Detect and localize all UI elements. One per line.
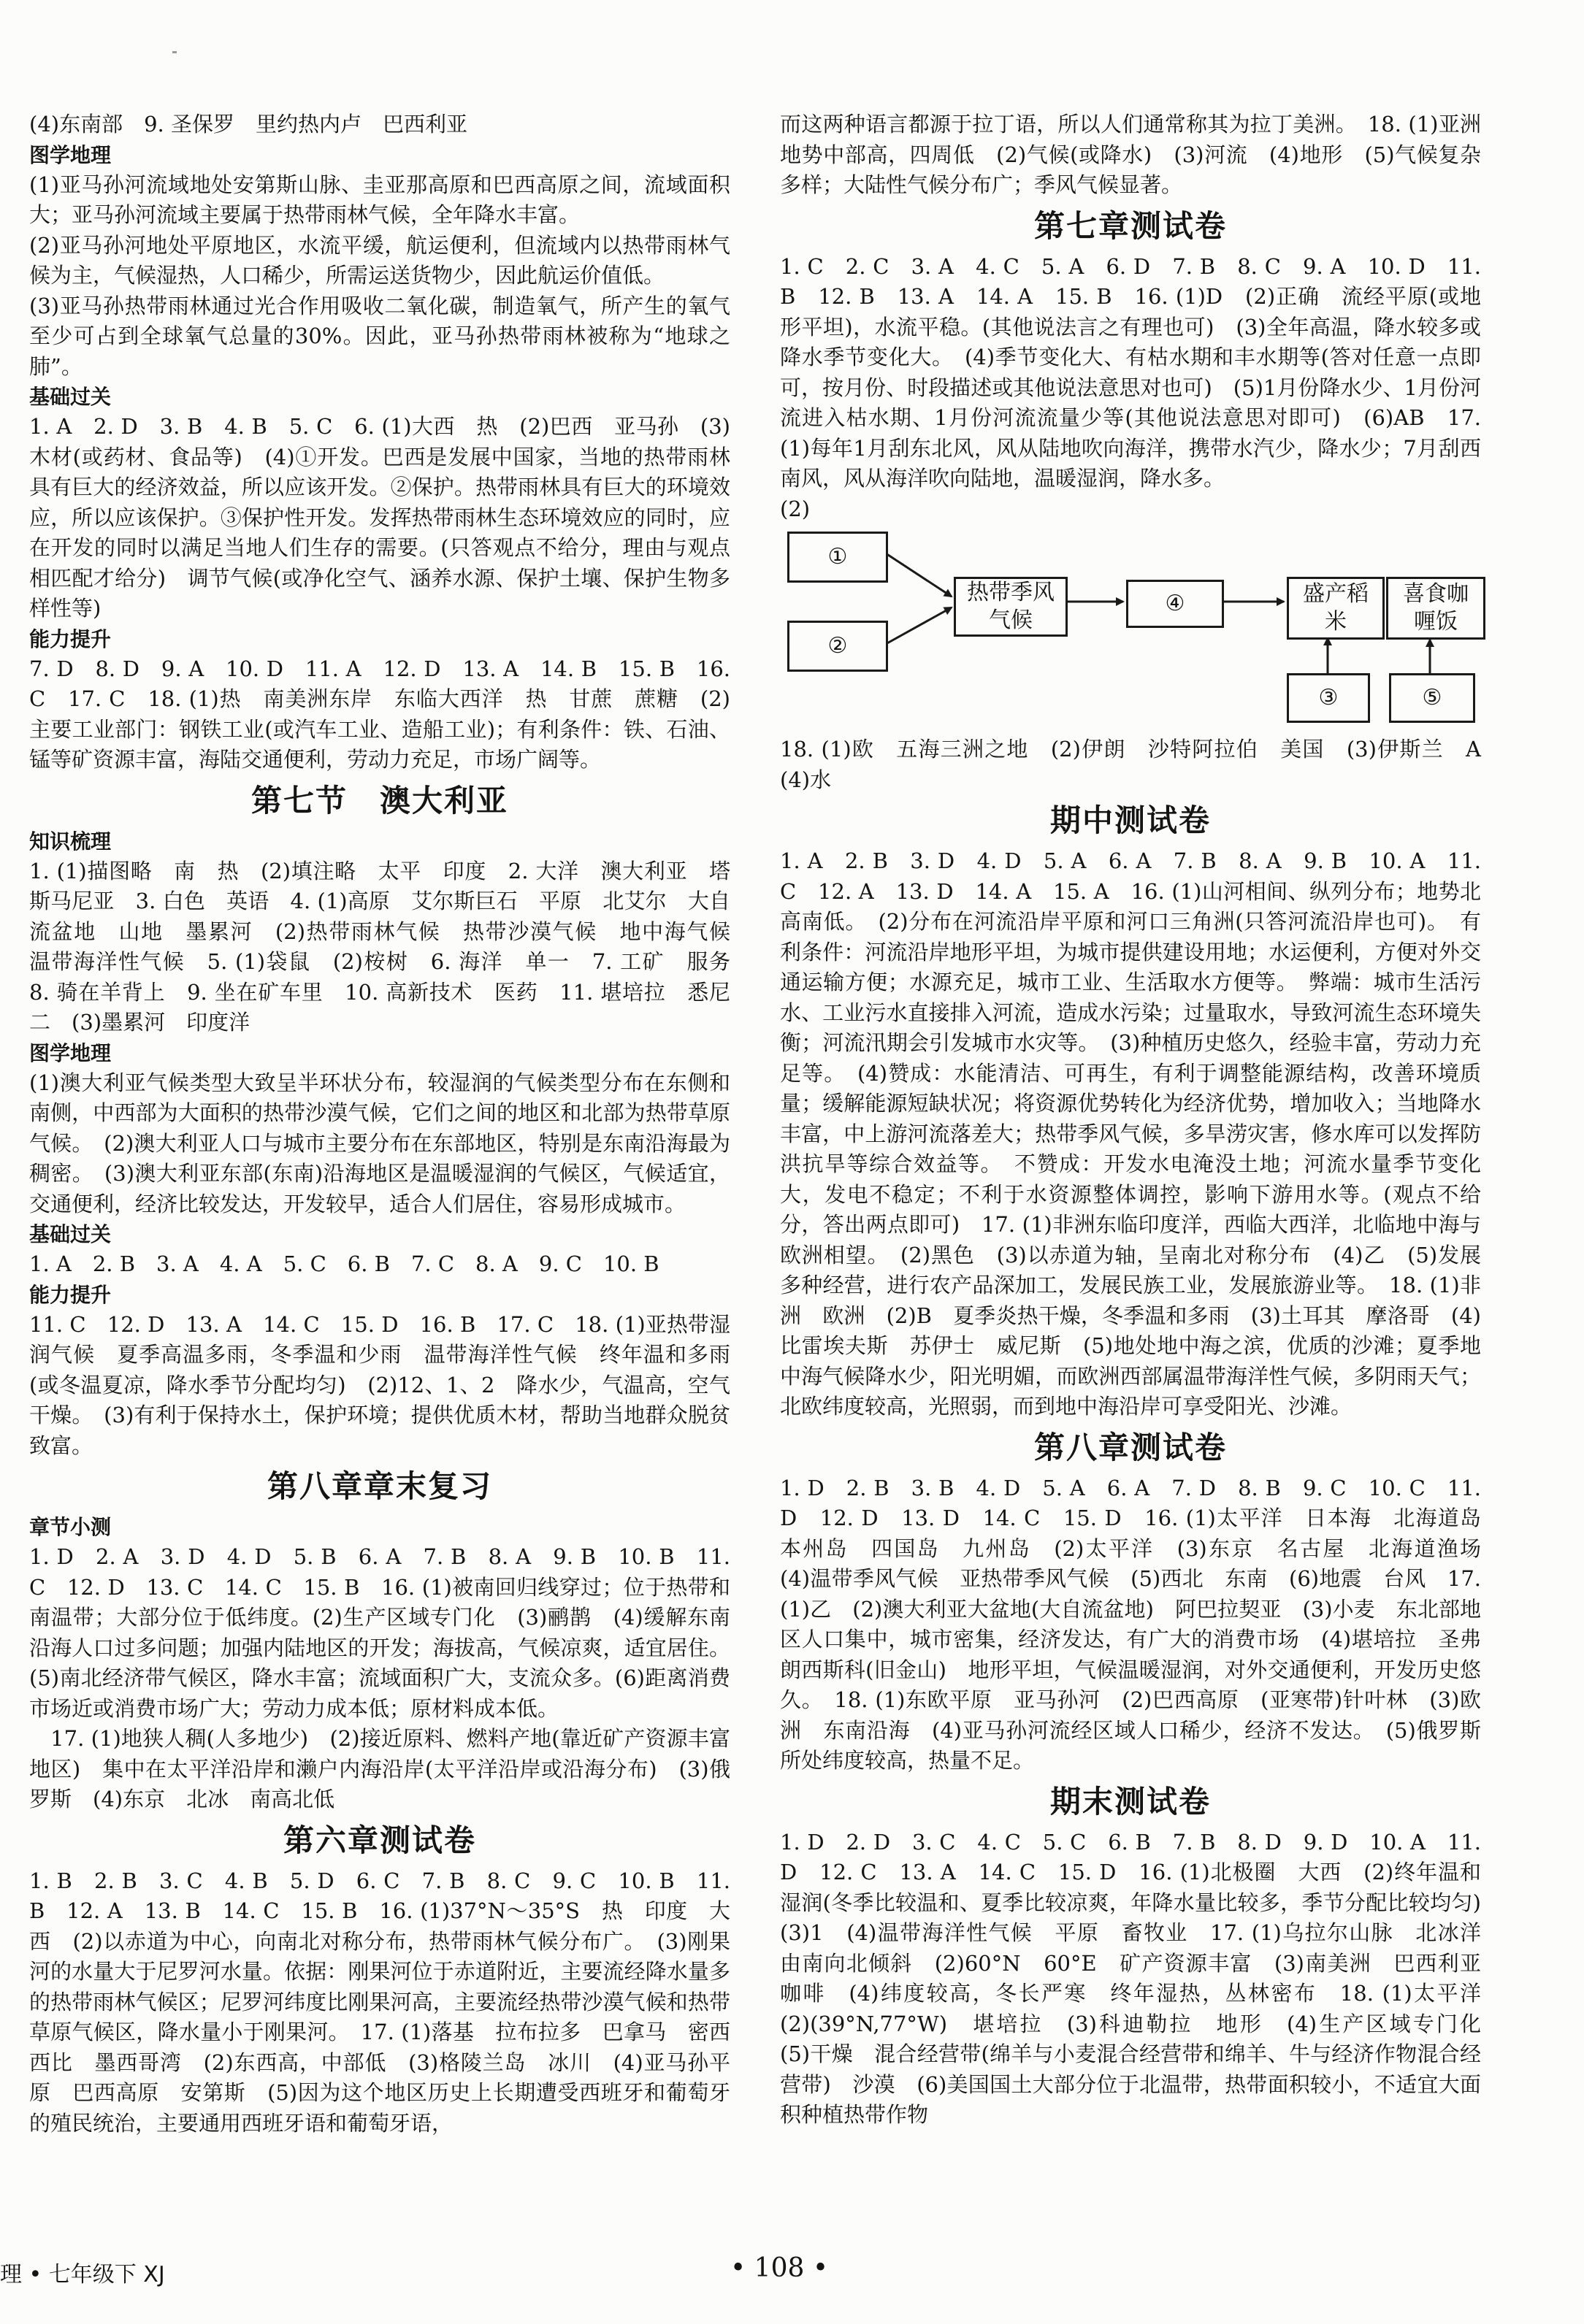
subsection-heading: 图学地理 <box>29 142 112 167</box>
left-column <box>29 110 752 2139</box>
footer-book-info: 理 • 七年级下 XJ <box>0 2262 165 2287</box>
subsection-heading: 基础过关 <box>29 385 112 409</box>
section-title: 第八章章末复习 <box>267 1468 492 1504</box>
answer-paragraph: 1. D 2. A 3. D 4. D 5. B 6. A 7. B 8. A 9. B 10. B 11. C 12. D 13. C 14. C 15. B 16. (1)被南回归线穿过；位于热带和南温带；大部分位于低纬度。(2)生产区域专门化 (3)鹂鹊 (4)缓解东南沿海人口过多问题；加强内陆地区的开发；海拔高，气候凉爽，适宜居住。(5)南北经济带气候区，降水丰富；流域面积广大，支流众多。(6)距离消费市场近或消费市场广大；劳动力成本低；原材料成本低。 <box>29 1544 730 1721</box>
diagram-box-rice: 盛产稻米 <box>1287 577 1385 640</box>
answer-paragraph: (1)澳大利亚气候类型大致呈半环状分布，较湿润的气候类型分布在东侧和南侧，中西部为大面积的热带沙漠气候，它们之间的地区和北部为热带草原气候。 (2)澳大利亚人口与城市主要分布在东部地区，特别是东南沿海最为稠密。 (3)澳大利亚东部(东南)沿海地区是温暖湿润的气候区，气候适宜，交通便利，经济比较发达，开发较早，适合人们居住，容易形成城市。 <box>29 1070 730 1216</box>
section-title: 期中测试卷 <box>1049 802 1211 838</box>
answer-paragraph: 1. (1)描图略 南 热 (2)填注略 太平 印度 2. 大洋 澳大利亚 塔斯马尼亚 3. 白色 英语 4. (1)高原 艾尔斯巨石 平原 北艾尔 大自流盆地 山地 墨累河 (2)热带雨林气候 热带沙漠气候 地中海气候 温带海洋性气候 5. (1)袋鼠 (2)桉树 6. 海洋 单一 7. 工矿 服务 8. 骑在羊背上 9. 坐在矿车里 10. 高新技术 医药 11. 堪培拉 悉尼 二 (3)墨累河 印度洋 <box>29 858 752 1035</box>
answer-paragraph: 1. A 2. D 3. B 4. B 5. C 6. (1)大西 热 (2)巴西 亚马孙 (3)木材(或药材、食品等) (4)①开发。巴西是发展中国家，当地的热带雨林具有巨大的经济效益，所以应该开发。②保护。热带雨林具有巨大的环境效应，所以应该保护。③保护性开发。发挥热带雨林生态环境效应的同时，应在开发的同时以满足当地人们生存的需要。(只答观点不给分，理由与观点相匹配才给分) 调节气候(或净化空气、涵养水源、保护土壤、保护生物多样性等) <box>29 414 730 621</box>
section-title: 第六章测试卷 <box>283 1822 476 1858</box>
diagram-box-2: ② <box>787 621 888 672</box>
answer-paragraph: 1. A 2. B 3. D 4. D 5. A 6. A 7. B 8. A 9. B 10. A 11. C 12. A 13. D 14. A 15. A 16. (1)山河相间、纵列分布；地势北高南低。 (2)分布在河流沿岸平原和河口三角洲(只答河流沿岸也可)。 有利条件：河流沿岸地形平坦，为城市提供建设用地；水运便利，方便对外交通运输方便；水源充足，城市工业、生活取水方便等。 弊端：城市生活污水、工业污水直接排入河流，造成水污染；过量取水，导致河流生态环境失衡；河流汛期会引发城市水灾等。 (3)种植历史悠久，经验丰富，劳动力充足等。 (4)赞成：水能清洁、可再生，有利于调整能源结构，改善环境质量；缓解能源短缺状况；将资源优势转化为经济优势，增加收入；当地降水丰富，中上游河流落差大；热带季风气候，多旱涝灾害，修水库可以发挥防洪抗旱等综合效益等。 不赞成：开发水电淹没土地；河流水量季节变化大，发电不稳定；不利于水资源整体调控，影响下游用水等。(观点不给分，答出两点即可) 17. (1)非洲东临印度洋，西临大西洋，北临地中海与欧洲相望。 (2)黑色 (3)以赤道为轴，呈南北对称分布 (4)乙 (5)发展多种经营，进行农产品深加工，发展民族工业，发展旅游业等。 18. (1)非洲 欧洲 (2)B 夏季炎热干燥，冬季温和多雨 (3)土耳其 摩洛哥 (4)比雷埃夫斯 苏伊士 威尼斯 (5)地处地中海之滨，优质的沙滩；夏季地中海气候降水少，阳光明媚，而欧洲西部属温带海洋性气候，多阴雨天气；北欧纬度较高，光照弱，而到地中海沿岸可享受阳光、沙滩。 <box>780 848 1481 1419</box>
answer-paragraph: (2) <box>780 496 811 521</box>
section-title: 第八章测试卷 <box>1033 1429 1227 1465</box>
flow-diagram <box>780 527 1481 732</box>
diagram-box-5: ⑤ <box>1389 673 1475 723</box>
section-title: 第七章测试卷 <box>1033 207 1227 244</box>
answer-paragraph: 1. A 2. B 3. A 4. A 5. C 6. B 7. C 8. A 9. C 10. B <box>29 1251 659 1276</box>
answer-paragraph: 1. B 2. B 3. C 4. B 5. D 6. C 7. B 8. C 9. C 10. B 11. B 12. A 13. B 14. C 15. B 16. (1)37°N～35°S 热 印度 大西 (2)以赤道为中心，向南北对称分布，热带雨林气候分布广。 (3)刚果河的水量大于尼罗河水量。依据：刚果河位于赤道附近，主要流经降水量多的热带雨林气候区；尼罗河纬度比刚果河高，主要流经热带沙漠气候和热带草原气候区，降水量小于刚果河。 17. (1)落基 拉布拉多 巴拿马 密西西比 墨西哥湾 (2)东西高，中部低 (3)格陵兰岛 冰川 (4)亚马孙平原 巴西高原 安第斯 (5)因为这个地区历史上长期遭受西班牙和葡萄牙的殖民统治，主要通用西班牙语和葡萄牙语， <box>29 1868 730 2136</box>
right-column <box>780 110 1503 2131</box>
scan-mark <box>172 51 177 53</box>
answer-paragraph: 11. C 12. D 13. A 14. C 15. D 16. B 17. C 18. (1)亚热带湿润气候 夏季高温多雨，冬季温和少雨 温带海洋性气候 终年温和多雨(或冬温夏凉，降水季节分配均匀) (2)12、1、2 降水少，气温高，空气干燥。 (3)有利于保持水土，保护环境；提供优质木材，帮助当地群众脱贫致富。 <box>29 1311 730 1458</box>
right-column-bottom <box>780 735 1503 2131</box>
subsection-heading: 知识梳理 <box>29 829 112 854</box>
answer-paragraph: 1. D 2. D 3. C 4. C 5. C 6. B 7. B 8. D 9. D 10. A 11. D 12. C 13. A 14. C 15. D 16. (1)北极圈 大西 (2)终年温和湿润(冬季比较温和、夏季比较凉爽，年降水量比较多，季节分配比较均匀) (3)1 (4)温带海洋性气候 平原 畜牧业 17. (1)乌拉尔山脉 北冰洋 由南向北倾斜 (2)60°N 60°E 矿产资源丰富 (3)南美洲 巴西利亚 咖啡 (4)纬度较高，冬长严寒 终年湿热，丛林密布 18. (1)太平洋 (2)(39°N,77°W) 堪培拉 (3)科迪勒拉 地形 (4)生产区域专门化 (5)干燥 混合经营带(绵羊与小麦混合经营带和绵羊、牛与经济作物混合经营带) 沙漠 (6)美国国土大部分位于北温带，热带面积较小，不适宜大面积种植热带作物 <box>780 1829 1503 2127</box>
diagram-box-curry: 喜食咖喱饭 <box>1386 577 1485 640</box>
subsection-heading: 能力提升 <box>29 626 112 651</box>
answer-paragraph: (1)亚马孙河流域地处安第斯山脉、圭亚那高原和巴西高原之间，流域面积大；亚马孙河流域主要属于热带雨林气候，全年降水丰富。 <box>29 172 730 227</box>
answer-paragraph: 7. D 8. D 9. A 10. D 11. A 12. D 13. A 14. B 15. B 16. C 17. C 18. (1)热 南美洲东岸 东临大西洋 热 甘蔗 蔗糖 (2)主要工业部门：钢铁工业(或汽车工业、造船工业)；有利条件：铁、石油、锰等矿资源丰富，海陆交通便利，劳动力充足，市场广阔等。 <box>29 656 730 772</box>
arrow-2-to-monsoon <box>886 607 952 644</box>
diagram-box-4: ④ <box>1126 580 1224 628</box>
answer-paragraph: 17. (1)地狭人稠(人多地少) (2)接近原料、燃料产地(靠近矿产资源丰富地区) 集中在太平洋沿岸和濑户内海沿岸(太平洋沿岸或沿海分布) (3)俄罗斯 (4)东京 北冰 南高北低 <box>29 1726 730 1811</box>
answer-paragraph: 而这两种语言都源于拉丁语，所以人们通常称其为拉丁美洲。 18. (1)亚洲地势中部高，四周低 (2)气候(或降水) (3)河流 (4)地形 (5)气候复杂多样；大陆性气候分布广；季风气候显著。 <box>780 112 1481 197</box>
right-column-top <box>780 110 1481 524</box>
subsection-heading: 基础过关 <box>29 1222 112 1246</box>
answer-paragraph: (2)亚马孙河地处平原地区，水流平缓，航运便利，但流域内以热带雨林气候为主，气候湿热，人口稀少，所需运送货物少，因此航运价值低。 <box>29 232 730 288</box>
answer-paragraph: 18. (1)欧 五海三洲之地 (2)伊朗 沙特阿拉伯 美国 (3)伊斯兰 A (4)水 <box>780 737 1503 792</box>
answer-paragraph: 1. D 2. B 3. B 4. D 5. A 6. A 7. D 8. B 9. C 10. C 11. D 12. D 13. D 14. C 15. D 16. (1)太平洋 日本海 北海道岛 本州岛 四国岛 九州岛 (2)太平洋 (3)东京 名古屋 北海道渔场 (4)温带季风气候 亚热带季风气候 (5)西北 东南 (6)地震 台风 17. (1)乙 (2)澳大利亚大盆地(大自流盆地) 阿巴拉契亚 (3)小麦 东北部地区人口集中，城市密集，经济发达，有广大的消费市场 (4)堪培拉 圣弗朗西斯科(旧金山) 地形平坦，气候温暖湿润，对外交通便利，开发历史悠久。 18. (1)东欧平原 亚马孙河 (2)巴西高原 (亚寒带)针叶林 (3)欧洲 东南沿海 (4)亚马孙河流经区域人口稀少，经济不发达。 (5)俄罗斯所处纬度较高，热量不足。 <box>780 1475 1503 1773</box>
arrow-1-to-monsoon <box>886 553 952 597</box>
diagram-box-monsoon: 热带季风气候 <box>954 577 1068 637</box>
subsection-heading: 图学地理 <box>29 1040 112 1065</box>
answer-paragraph: (4)东南部 9. 圣保罗 里约热内卢 巴西利亚 <box>29 112 467 137</box>
section-title: 期末测试卷 <box>1049 1783 1211 1819</box>
page-number: • 108 • <box>730 2253 829 2283</box>
diagram-box-3: ③ <box>1287 673 1370 723</box>
answer-paragraph: (3)亚马孙热带雨林通过光合作用吸收二氧化碳，制造氧气，所产生的氧气至少可占到全球氧气总量的30%。因此，亚马孙热带雨林被称为“地球之肺”。 <box>29 293 730 379</box>
section-title: 第七节 澳大利亚 <box>250 782 508 818</box>
answer-paragraph: 1. C 2. C 3. A 4. C 5. A 6. D 7. B 8. C 9. A 10. D 11. B 12. B 13. A 14. A 15. B 16. (1)D (2)正确 流经平原(或地形平坦)，水流平稳。(其他说法言之有理也可) (3)全年高温，降水较多或降水季节变化大。 (4)季节变化大、有枯水期和丰水期等(答对任意一点即可，按月份、时段描述或其他说法意思对也可) (5)1月份降水少、1月份河流进入枯水期、1月份河流流量少等(其他说法意思对即可) (6)AB 17. (1)每年1月刮东北风，风从陆地吹向海洋，携带水汽少，降水少；7月刮西南风，风从海洋吹向陆地，温暖湿润，降水多。 <box>780 253 1481 491</box>
subsection-heading: 能力提升 <box>29 1282 112 1307</box>
diagram-box-1: ① <box>787 532 888 583</box>
subsection-heading: 章节小测 <box>29 1515 112 1539</box>
